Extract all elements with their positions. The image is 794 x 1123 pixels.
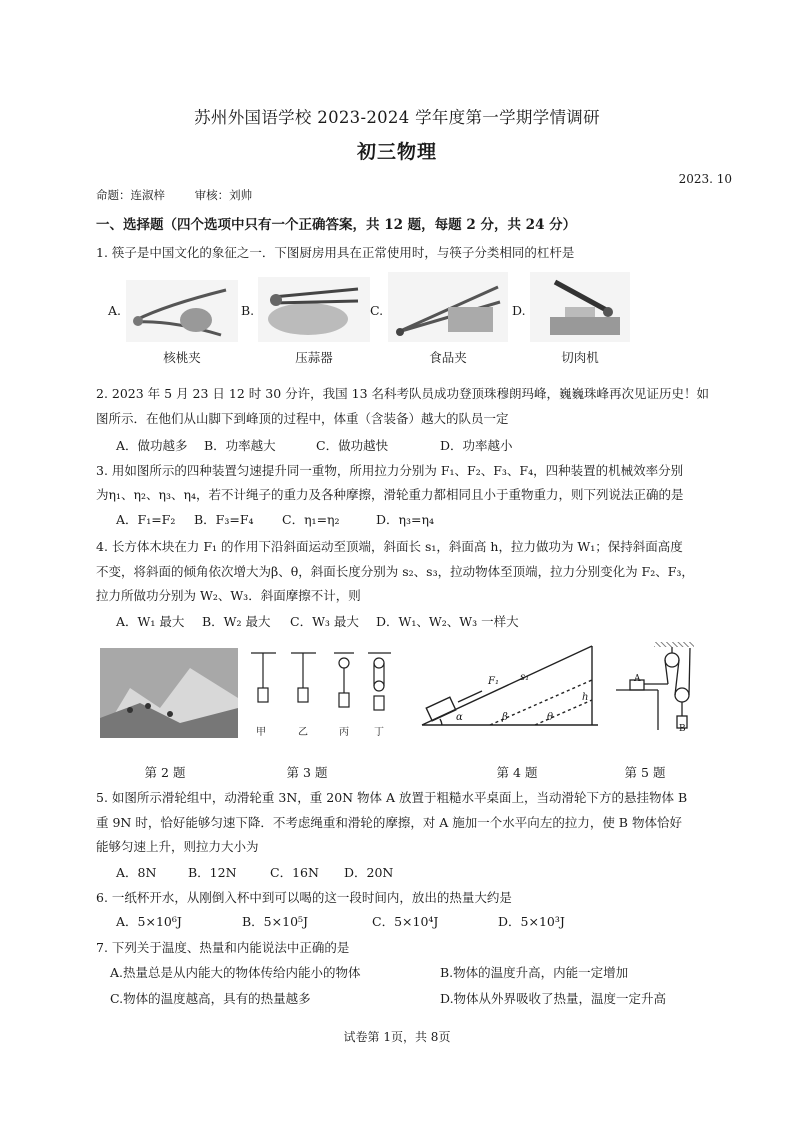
q3-figure-label-yi: 乙 (298, 727, 308, 738)
q6-option-a: A．5×10⁶J (116, 914, 182, 929)
figure-caption-q5: 第 5 题 (624, 765, 666, 780)
q3-line2: 为η₁、η₂、η₃、η₄，若不计绳子的重力及各种摩擦，滑轮重力都相同且小于重物重力，则下列说法正确的是 (96, 487, 684, 502)
q4-label-h: h (582, 692, 589, 703)
q3-option-b: B．F₃=F₄ (194, 512, 254, 527)
four-pulley-setups-figure (246, 648, 396, 740)
q2-option-c: C．做功越快 (316, 438, 389, 453)
everest-climbers-image (100, 648, 238, 738)
q1-letter-b: B. (241, 303, 255, 318)
q5-label-b: B (679, 724, 686, 734)
q1-caption-a: 核桃夹 (163, 350, 201, 365)
q6-stem: 6. 一纸杯开水，从刚倒入杯中到可以喝的这一段时间内，放出的热量大约是 (96, 890, 512, 905)
q1-stem: 1. 筷子是中国文化的象征之一．下图厨房用具在正常使用时，与筷子分类相同的杠杆是 (96, 245, 575, 260)
nutcracker-image (126, 280, 238, 342)
ceiling-hatch (654, 642, 694, 647)
q7-stem: 7. 下列关于温度、热量和内能说法中正确的是 (96, 940, 350, 955)
q7-option-c: C.物体的温度越高，具有的热量越多 (110, 991, 311, 1006)
pulley-system-figure (612, 640, 702, 736)
q2-line1: 2. 2023 年 5 月 23 日 12 时 30 分许，我国 13 名科考队员成功登顶珠穆朗玛峰，巍巍珠峰再次见证历史！如 (96, 386, 709, 401)
reviewer-credit: 审核：刘帅 (194, 188, 253, 202)
q3-line1: 3. 用如图所示的四种装置匀速提升同一重物，所用拉力分别为 F₁、F₂、F₃、F₄，四种装置的机械效率分别 (96, 463, 684, 478)
q5-option-d: D．20N (344, 865, 394, 880)
q3-option-a: A．F₁=F₂ (116, 512, 176, 527)
q4-label-s1: s₁ (520, 672, 530, 683)
q3-option-d: D．η₃=η₄ (376, 512, 434, 527)
q7-option-b: B.物体的温度升高，内能一定增加 (440, 965, 629, 980)
q5-line3: 能够匀速上升，则拉力大小为 (96, 839, 259, 854)
q1-caption-c: 食品夹 (429, 350, 467, 365)
q4-line3: 拉力所做功分别为 W₂、W₃．斜面摩擦不计，则 (96, 588, 361, 603)
author-credit: 命题：连淑梓 (96, 188, 165, 202)
q5-option-b: B．12N (188, 865, 237, 880)
q1-caption-b: 压蒜器 (295, 350, 333, 365)
q2-option-b: B．功率越大 (204, 438, 276, 453)
q4-line2: 不变，将斜面的倾角依次增大为β、θ，斜面长度分别为 s₂、s₃，拉动物体至顶端，拉力分别变化为 F₂、F₃， (96, 564, 694, 579)
q6-option-c: C．5×10⁴J (372, 914, 439, 929)
q4-option-b: B．W₂ 最大 (202, 614, 271, 629)
q4-option-c: C．W₃ 最大 (290, 614, 359, 629)
q7-option-a: A.热量总是从内能大的物体传给内能小的物体 (110, 965, 361, 980)
exam-subtitle: 初三物理 (356, 141, 437, 163)
q2-line2: 图所示．在他们从山脚下到峰顶的过程中，体重（含装备）越大的队员一定 (96, 411, 509, 426)
q4-label-beta: β (502, 712, 508, 723)
q4-label-alpha: α (456, 712, 463, 723)
exam-credits (96, 187, 278, 203)
q5-line1: 5. 如图所示滑轮组中，动滑轮重 3N，重 20N 物体 A 放置于粗糙水平桌面上，当动滑轮下方的悬挂物体 B (96, 790, 688, 805)
q1-letter-d: D. (512, 303, 526, 318)
q3-option-c: C．η₁=η₂ (282, 512, 340, 527)
q5-line2: 重 9N 时，恰好能够匀速下降．不考虑绳重和滑轮的摩擦，对 A 施加一个水平向左的拉力，使 B 物体恰好 (96, 815, 682, 830)
food-tongs-image (388, 272, 508, 342)
q6-option-d: D．5×10³J (498, 914, 565, 929)
meat-slicer-image (530, 272, 630, 342)
q5-option-a: A．8N (116, 865, 157, 880)
q4-line1: 4. 长方体木块在力 F₁ 的作用下沿斜面运动至顶端，斜面长 s₁，斜面高 h，拉力做功为 W₁；保持斜面高度 (96, 539, 683, 554)
exam-title: 苏州外国语学校 2023-2024 学年度第一学期学情调研 (194, 108, 600, 127)
q3-figure-label-ding: 丁 (374, 727, 384, 738)
q4-option-a: A．W₁ 最大 (116, 614, 185, 629)
q2-option-a: A．做功越多 (116, 438, 188, 453)
q1-letter-c: C. (370, 303, 384, 318)
exam-date: 2023. 10 (678, 172, 732, 186)
page-footer: 试卷第 1页，共 8页 (343, 1030, 451, 1044)
q5-option-c: C．16N (270, 865, 319, 880)
figure-caption-q2: 第 2 题 (144, 765, 186, 780)
q4-label-f1: F₁ (488, 676, 499, 687)
q2-option-d: D．功率越小 (440, 438, 513, 453)
figure-caption-q3: 第 3 题 (286, 765, 328, 780)
q3-figure-label-jia: 甲 (256, 727, 266, 738)
q5-label-a: A (634, 674, 641, 684)
q4-option-d: D．W₁、W₂、W₃ 一样大 (376, 614, 519, 629)
q1-letter-a: A. (108, 303, 122, 318)
figure-caption-q4: 第 4 题 (496, 765, 538, 780)
inclined-plane-figure (420, 640, 600, 734)
section-heading: 一、选择题（四个选项中只有一个正确答案，共 12 题，每题 2 分，共 24 分） (96, 217, 577, 233)
q3-figure-label-bing: 丙 (339, 727, 349, 738)
q1-caption-d: 切肉机 (561, 350, 599, 365)
q6-option-b: B．5×10⁵J (242, 914, 309, 929)
q7-option-d: D.物体从外界吸收了热量，温度一定升高 (440, 991, 667, 1006)
q4-label-theta: θ (547, 712, 554, 723)
garlic-press-image (258, 277, 370, 342)
